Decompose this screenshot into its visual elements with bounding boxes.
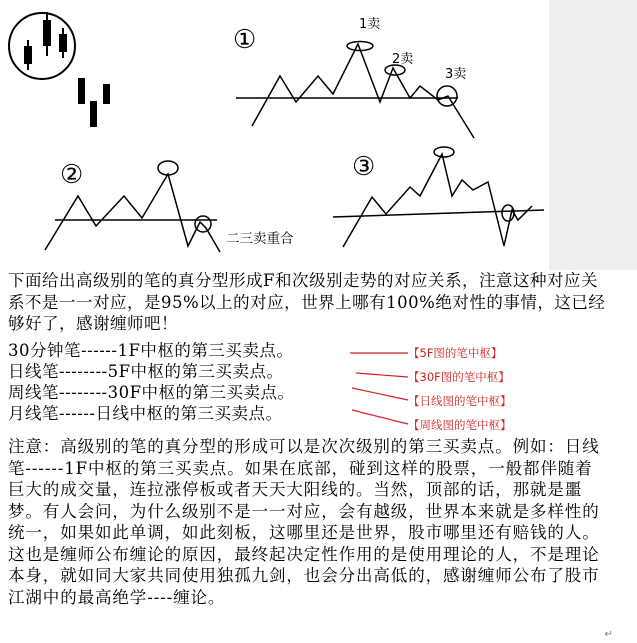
- sell-3-label: 3卖: [445, 67, 467, 82]
- note-paragraph: 注意：高级别的笔的真分型的形成可以是次次级别的第三买卖点。例如：日线笔------1F中枢的第三买卖点。如果在底部，碰到这样的股票，一般都伴随着巨大的成交量，连拉涨停板或者天天大阳线的。当然，顶部的话，那就是噩梦。有人会问，为什么级别不是一一对应，会有越级，世界本来就是多样性的统一，如果如此单调，如此刻板，这哪里还是世界，股市哪里还有赔钱的人。这也是缠师公布缠论的原因，最终起决定性作用的是使用理论的人，不是理论本身，就如同大家共同使用独孤九剑，也会分出高低的，感谢缠师公布了股市江湖中的最高绝学----缠论。: [8, 437, 600, 607]
- mapping-line-monthly: 月线笔------日线中枢的第三买卖点。: [8, 404, 283, 423]
- annotation-daily: 【日线图的笔中枢】: [408, 394, 512, 408]
- panel-3-label: ③: [352, 152, 376, 182]
- sell-2-label: 2卖: [392, 52, 414, 67]
- panel-1-label: ①: [233, 25, 257, 55]
- mapping-line-weekly: 周线笔--------30F中枢的第三买卖点。: [8, 383, 295, 402]
- overlap-label: 二三卖重合: [226, 231, 294, 247]
- mapping-line-30min: 30分钟笔------1F中枢的第三买卖点。: [8, 341, 294, 360]
- panel-2-label: ②: [60, 160, 84, 190]
- intro-paragraph: 下面给出高级别的笔的真分型形成F和次级别走势的对应关系，注意这种对应关系不是一一对应，是95%以上的对应，世界上哪有100%绝对性的事情，这已经够好了，感谢缠师吧！: [8, 271, 606, 333]
- sell-1-label: 1卖: [359, 17, 381, 32]
- paragraph-mark: ↵: [604, 629, 613, 640]
- annotation-weekly: 【周线图的笔中枢】: [408, 418, 512, 432]
- annotation-30f: 【30F图的笔中枢】: [408, 370, 510, 384]
- mapping-line-daily: 日线笔--------5F中枢的第三买卖点。: [8, 362, 284, 381]
- annotation-5f: 【5F图的笔中枢】: [408, 346, 503, 360]
